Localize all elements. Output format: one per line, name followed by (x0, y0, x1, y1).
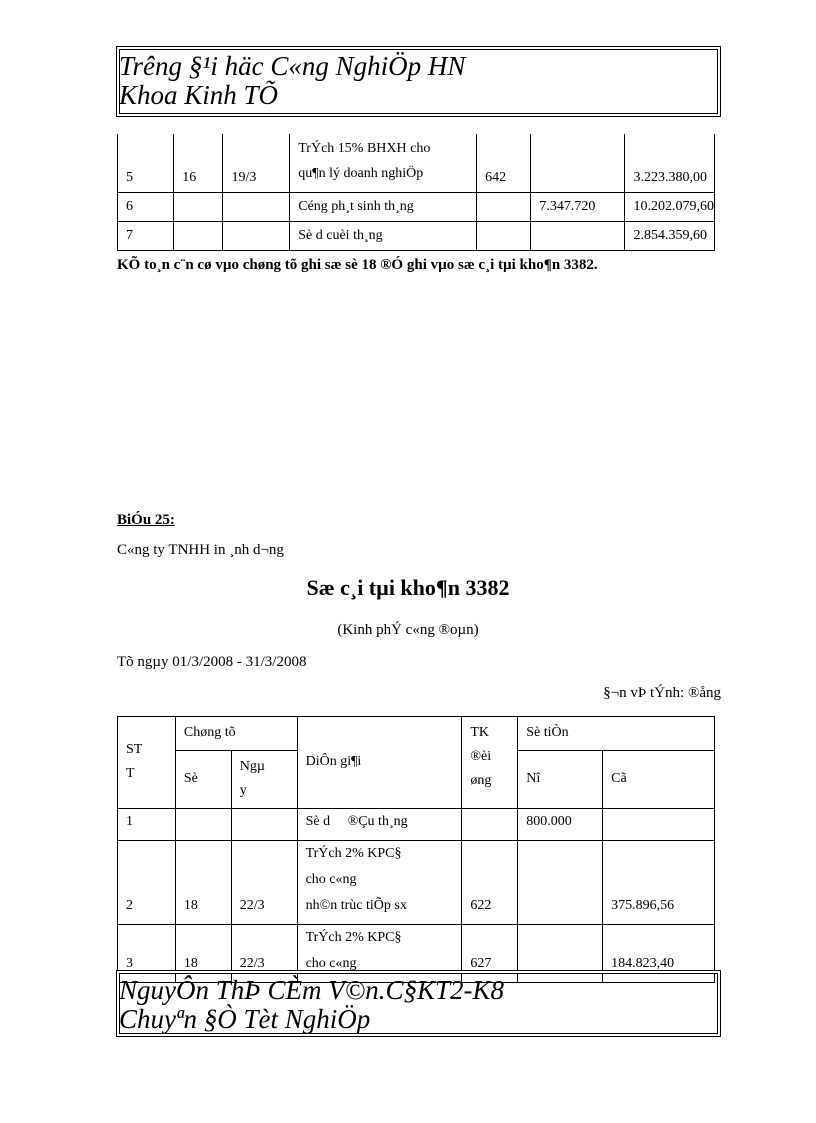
dien-giai-line: nh©n trùc tiÕp sx (305, 898, 407, 913)
no-cell (531, 222, 625, 251)
dien-giai-cell (297, 841, 462, 925)
tk-cell: 622 (462, 841, 518, 925)
tk-header-line: TK (470, 725, 490, 740)
no-cell: 800.000 (518, 809, 603, 841)
tk-header (462, 717, 518, 809)
ledger-subtitle: (Kinh phÝ c«ng ®oµn) (337, 622, 479, 638)
so-tien-header: Sè tiÒn (518, 717, 715, 751)
note-paragraph: KÕ to¸n c¨n cø vµo chøng tõ ghi sæ sè 18 ®Ó ghi vµo sæ c¸i tµi kho¶n 3382. (117, 257, 598, 273)
exhibit-label: BiÓu 25: (117, 512, 175, 528)
footer-banner (116, 970, 721, 1037)
tk-cell (477, 193, 531, 222)
ngay-header-line: y (239, 783, 247, 798)
co-cell: 2.854.359,60 (625, 222, 715, 251)
table-row (118, 841, 715, 925)
ngay-header-line: Ngµ (239, 759, 265, 774)
dien-giai-line: TrÝch 2% KPC§ (305, 930, 402, 945)
tk-cell: 627 (462, 925, 518, 983)
company-name: C«ng ty TNHH in ¸nh d¬ng (117, 542, 284, 558)
dien-giai-cell (290, 134, 477, 193)
dien-giai-header: DiÔn gi¶i (297, 717, 462, 809)
tk-cell (462, 809, 518, 841)
ledger-title: Sæ c¸i tµi kho¶n 3382 (306, 575, 510, 600)
no-cell (531, 134, 625, 193)
table-row (118, 222, 715, 251)
so-cell: 16 (174, 134, 223, 193)
continued-ledger-table (117, 134, 715, 251)
ngay-cell: 22/3 (231, 925, 297, 983)
ngay-cell (223, 193, 290, 222)
period-text: Tõ ngµy 01/3/2008 - 31/3/2008 (117, 654, 307, 670)
so-cell: 18 (175, 841, 231, 925)
faculty-name: Khoa Kinh TÕ (119, 80, 279, 110)
no-cell: 7.347.720 (531, 193, 625, 222)
dien-giai-line: TrÝch 15% BHXH cho (298, 141, 431, 156)
no-cell (518, 841, 603, 925)
tk-header-line: ®èi (470, 749, 492, 764)
dien-giai-cell: Sè d cuèi th¸ng (290, 222, 477, 251)
dien-giai-line: TrÝch 2% KPC§ (305, 846, 402, 861)
no-header: Nî (518, 751, 603, 809)
stt-cell: 5 (118, 134, 174, 193)
stt-header-line: ST (126, 742, 143, 757)
table-row (118, 809, 715, 841)
co-cell: 3.223.380,00 (625, 134, 715, 193)
dien-giai-cell: Sè d ®Çu th¸ng (297, 809, 462, 841)
ngay-header (231, 751, 297, 809)
ngay-cell (231, 809, 297, 841)
tk-cell (477, 222, 531, 251)
dien-giai-line: cho c«ng (305, 956, 357, 971)
header-banner (116, 46, 721, 117)
header-row (118, 717, 715, 751)
co-cell (603, 809, 715, 841)
so-cell (174, 193, 223, 222)
stt-header-line: T (126, 766, 135, 781)
dien-giai-line: qu¶n lý doanh nghiÖp (298, 166, 424, 181)
co-cell: 375.896,56 (603, 841, 715, 925)
stt-cell: 2 (118, 841, 176, 925)
stt-header (118, 717, 176, 809)
dien-giai-cell: Céng ph¸t sinh th¸ng (290, 193, 477, 222)
co-header: Cã (603, 751, 715, 809)
ngay-cell: 19/3 (223, 134, 290, 193)
ngay-cell: 22/3 (231, 841, 297, 925)
author-line: NguyÔn ThÞ CÈm V©n.C§KT2-K8 (119, 975, 505, 1005)
chung-tu-header: Chøng tõ (175, 717, 297, 751)
stt-cell: 6 (118, 193, 174, 222)
ngay-cell (223, 222, 290, 251)
stt-cell: 1 (118, 809, 176, 841)
tk-header-line: øng (470, 773, 492, 788)
stt-cell: 3 (118, 925, 176, 983)
dien-giai-line: cho c«ng (305, 872, 357, 887)
table-row (118, 134, 715, 193)
co-cell: 184.823,40 (603, 925, 715, 983)
so-cell: 18 (175, 925, 231, 983)
stt-cell: 7 (118, 222, 174, 251)
school-name: Trêng §¹i häc C«ng NghiÖp HN (119, 51, 466, 81)
thesis-line: Chuyªn §Ò Tèt NghiÖp (119, 1004, 371, 1034)
co-cell: 10.202.079,60 (625, 193, 715, 222)
ledger-table (117, 716, 715, 983)
so-cell (174, 222, 223, 251)
so-header: Sè (175, 751, 231, 809)
unit-text: §¬n vÞ tÝnh: ®ång (603, 685, 721, 701)
table-row (118, 193, 715, 222)
so-cell (175, 809, 231, 841)
tk-cell: 642 (477, 134, 531, 193)
